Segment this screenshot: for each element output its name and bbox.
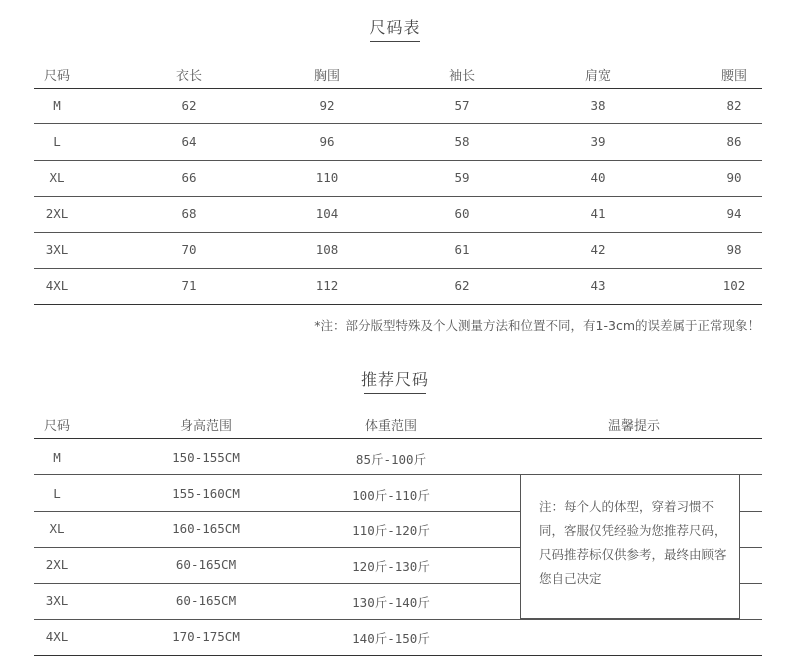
recommend-cell: 170-175CM <box>172 629 240 644</box>
size-chart-cell: 40 <box>590 170 606 185</box>
recommend-header-3: 温馨提示 <box>607 419 661 434</box>
size-chart-cell: 39 <box>590 134 606 149</box>
size-chart-cell: 43 <box>590 278 606 293</box>
recommend-cell: M <box>53 450 61 465</box>
size-chart-rule <box>34 268 762 269</box>
size-chart-title-underline <box>370 41 420 42</box>
recommend-cell: 4XL <box>45 629 69 644</box>
recommend-cell: 155-160CM <box>172 486 240 501</box>
size-chart-header-5: 腰围 <box>720 69 748 84</box>
recommend-cell: 130斤-140斤 <box>352 595 430 610</box>
size-chart-cell: 98 <box>726 242 742 257</box>
size-chart-cell: L <box>53 134 61 149</box>
size-chart-note: *注：部分版型特殊及个人测量方法和位置不同，有1-3cm的误差属于正常现象！ <box>314 318 760 333</box>
recommend-cell: 160-165CM <box>172 521 240 536</box>
size-chart-cell: 92 <box>319 98 335 113</box>
recommend-cell: 140斤-150斤 <box>352 631 430 646</box>
recommend-cell: 2XL <box>45 557 69 572</box>
size-chart-cell: 42 <box>590 242 606 257</box>
size-chart-cell: 90 <box>726 170 742 185</box>
size-chart-cell: 58 <box>454 134 470 149</box>
recommend-title: 推荐尺码 <box>360 370 429 389</box>
size-chart-cell: 64 <box>181 134 197 149</box>
size-chart-rule <box>34 160 762 161</box>
recommend-cell: XL <box>49 521 65 536</box>
size-chart-cell: 59 <box>454 170 470 185</box>
size-chart-cell: XL <box>49 170 65 185</box>
recommend-cell: 150-155CM <box>172 450 240 465</box>
size-chart-cell: 57 <box>454 98 470 113</box>
size-chart-cell: 104 <box>315 206 339 221</box>
size-chart-cell: 4XL <box>45 278 69 293</box>
recommend-rule <box>34 655 762 656</box>
tip-text: 注：每个人的体型，穿着习惯不同，客服仅凭经验为您推荐尺码，尺码推荐标仅供参考，最终由顾客您自己决定 <box>539 499 727 586</box>
recommend-header-1: 身高范围 <box>179 419 233 434</box>
size-chart-cell: 61 <box>454 242 470 257</box>
size-chart-title: 尺码表 <box>369 18 421 37</box>
size-chart-cell: 96 <box>319 134 335 149</box>
tip-box <box>520 474 740 619</box>
size-chart-cell: 38 <box>590 98 606 113</box>
size-chart-cell: 110 <box>315 170 339 185</box>
size-chart-rule <box>34 196 762 197</box>
size-chart-header-1: 衣长 <box>175 69 203 84</box>
size-chart-header-0: 尺码 <box>43 69 71 84</box>
recommend-cell: 60-165CM <box>175 593 237 608</box>
size-chart-cell: 3XL <box>45 242 69 257</box>
size-chart-cell: 70 <box>181 242 197 257</box>
size-chart-cell: 102 <box>722 278 746 293</box>
recommend-title-underline <box>364 393 426 394</box>
size-chart-header-2: 胸围 <box>313 69 341 84</box>
size-chart-cell: 66 <box>181 170 197 185</box>
size-chart-rule <box>34 304 762 305</box>
size-chart-header-4: 肩宽 <box>584 69 612 84</box>
recommend-cell: 120斤-130斤 <box>352 559 430 574</box>
size-chart-cell: M <box>53 98 61 113</box>
size-chart-cell: 62 <box>181 98 197 113</box>
recommend-cell: 110斤-120斤 <box>352 523 430 538</box>
recommend-cell: L <box>53 486 61 501</box>
recommend-header-2: 体重范围 <box>364 419 418 434</box>
size-chart-header-3: 袖长 <box>448 69 476 84</box>
size-chart-cell: 2XL <box>45 206 69 221</box>
recommend-rule <box>34 438 762 439</box>
size-chart-cell: 41 <box>590 206 606 221</box>
size-chart-cell: 108 <box>315 242 339 257</box>
recommend-cell: 100斤-110斤 <box>352 488 430 503</box>
size-chart-cell: 68 <box>181 206 197 221</box>
size-chart-rule <box>34 88 762 89</box>
size-chart-rule <box>34 123 762 124</box>
recommend-header-0: 尺码 <box>43 419 71 434</box>
size-chart-cell: 60 <box>454 206 470 221</box>
size-chart-rule <box>34 232 762 233</box>
recommend-cell: 85斤-100斤 <box>355 452 427 467</box>
recommend-cell: 3XL <box>45 593 69 608</box>
size-chart-cell: 71 <box>181 278 197 293</box>
size-chart-cell: 94 <box>726 206 742 221</box>
size-chart-cell: 112 <box>315 278 339 293</box>
recommend-cell: 60-165CM <box>175 557 237 572</box>
size-chart-cell: 62 <box>454 278 470 293</box>
size-chart-cell: 82 <box>726 98 742 113</box>
recommend-rule <box>34 619 762 620</box>
size-chart-cell: 86 <box>726 134 742 149</box>
